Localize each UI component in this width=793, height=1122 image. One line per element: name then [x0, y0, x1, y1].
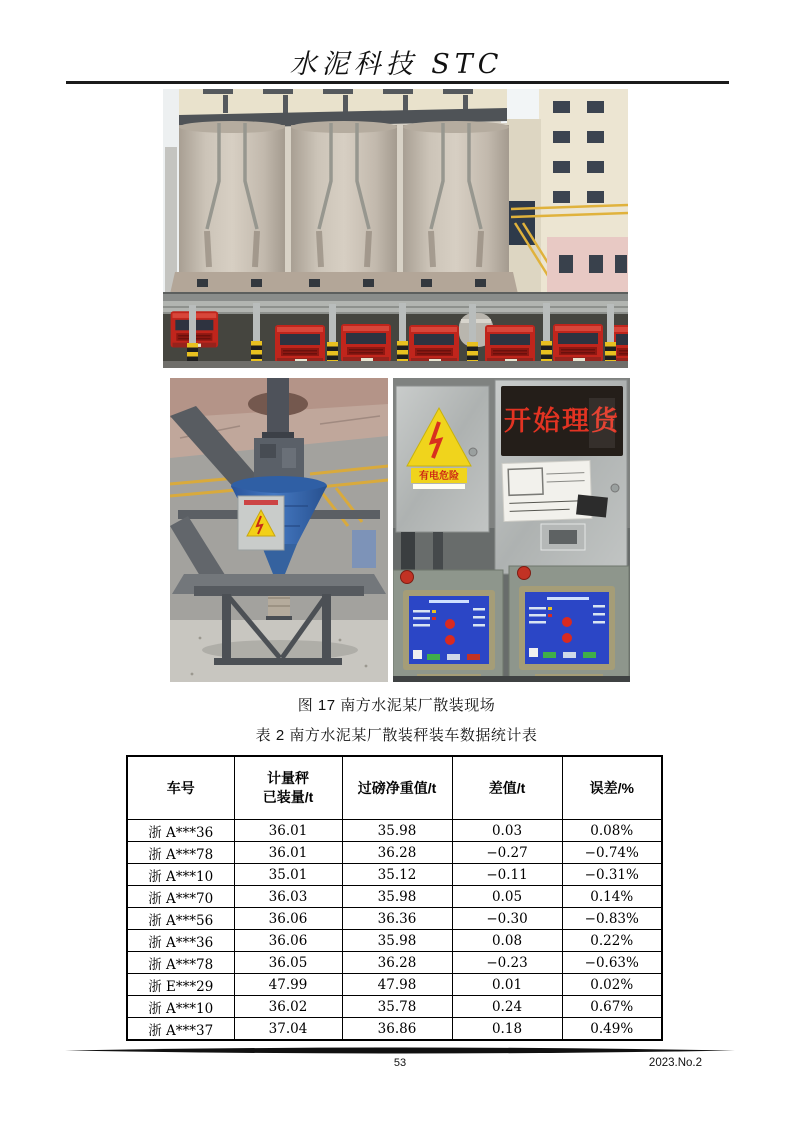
- table-row: 浙 A***10 36.02 35.78 0.24 0.67%: [127, 996, 662, 1018]
- warning-sign-text: 有电危险: [419, 471, 459, 482]
- silo: [394, 121, 518, 294]
- machine-control-box: [238, 496, 284, 550]
- figure-caption: 图 17 南方水泥某厂散装现场: [297, 697, 496, 714]
- col-header-vehicle: 车号: [127, 756, 234, 820]
- silo: [282, 121, 406, 294]
- col-header-weighbridge-net: 过磅净重值/t: [342, 756, 452, 820]
- table-row: 浙 A***70 36.03 35.98 0.05 0.14%: [127, 886, 662, 908]
- hmi-box-left: [393, 570, 503, 682]
- table-row: 浙 A***78 36.01 36.28 −0.27 −0.74%: [127, 842, 662, 864]
- col-header-scale-loaded: 计量秤 已装量/t: [234, 756, 342, 820]
- footer-rule: [65, 1046, 735, 1055]
- led-panel: [495, 380, 627, 574]
- red-button: [401, 571, 414, 584]
- led-display-text: 开始理货: [504, 406, 620, 436]
- header-rule: [66, 81, 729, 84]
- table-row: 浙 A***36 36.01 35.98 0.03 0.08%: [127, 820, 662, 842]
- page-number: 53: [393, 1057, 407, 1069]
- silo: [170, 121, 294, 294]
- table-row: 浙 A***10 35.01 35.12 −0.11 −0.31%: [127, 864, 662, 886]
- table-row: 浙 A***36 36.06 35.98 0.08 0.22%: [127, 930, 662, 952]
- floor: [170, 620, 388, 682]
- cement-silos: [170, 121, 518, 294]
- issue-number: 2023.No.2: [648, 1057, 702, 1069]
- loading-data-table: [126, 755, 663, 1041]
- table-row: 浙 A***37 37.04 36.86 0.18 0.49%: [127, 1018, 662, 1041]
- photo-silos-loading-bays: [163, 89, 628, 368]
- blue-cabinet: [352, 530, 376, 568]
- table-header-row: [127, 756, 662, 820]
- photo-control-panels: [393, 378, 630, 682]
- hmi-box-right: [509, 566, 629, 682]
- loading-bay: [163, 292, 628, 368]
- table-caption: 表 2 南方水泥某厂散装秤装车数据统计表: [255, 727, 538, 744]
- photo-bulk-loading-machine: [170, 378, 388, 682]
- journal-title: 水泥科技 STC: [289, 49, 504, 80]
- table-row: 浙 A***78 36.05 36.28 −0.23 −0.63%: [127, 952, 662, 974]
- table-row: 浙 A***56 36.06 36.36 −0.30 −0.83%: [127, 908, 662, 930]
- col-header-error: 误差/%: [562, 756, 662, 820]
- red-button: [518, 567, 531, 580]
- col-header-difference: 差值/t: [452, 756, 562, 820]
- left-building-sliver: [165, 147, 177, 293]
- table-row: 浙 E***29 47.99 47.98 0.01 0.02%: [127, 974, 662, 996]
